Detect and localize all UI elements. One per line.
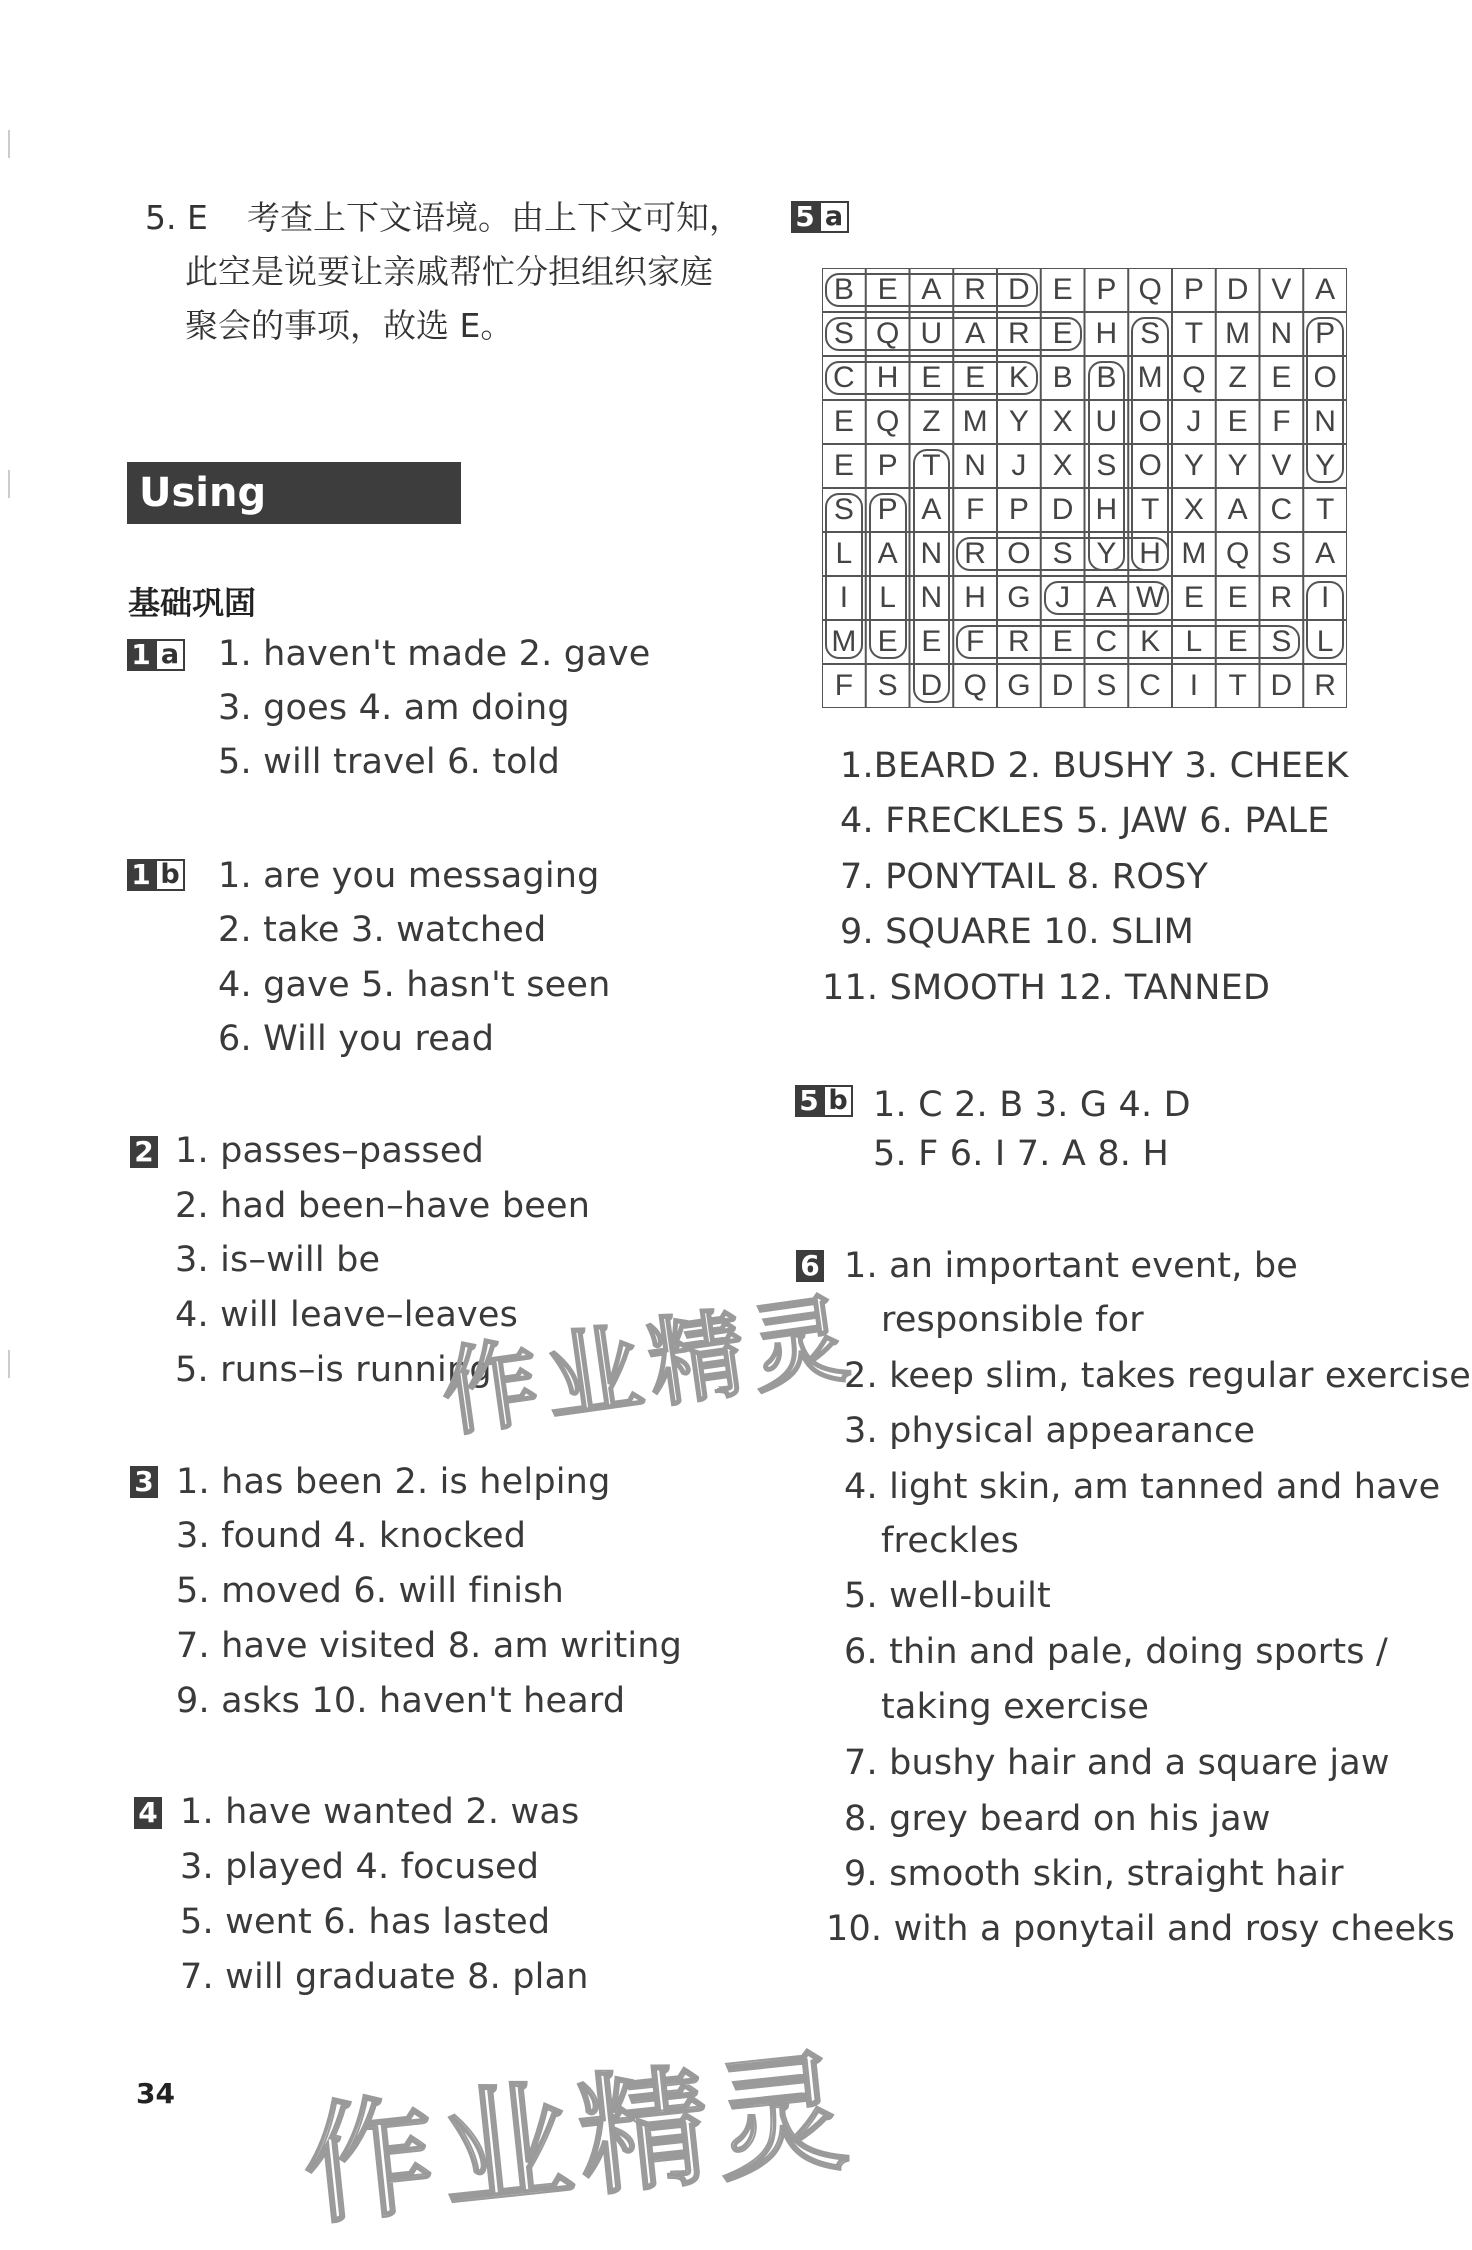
grid-letter: J xyxy=(1186,405,1202,438)
word-list-row: 7. PONYTAIL 8. ROSY xyxy=(840,857,1209,897)
subheading: 基础巩固 xyxy=(128,584,257,622)
grid-letter: E xyxy=(1052,625,1073,658)
grid-letter: H xyxy=(1095,493,1118,526)
grid-letter: E xyxy=(833,405,854,438)
grid-letter: R xyxy=(1314,669,1336,702)
answer-row: freckles xyxy=(881,1521,1020,1561)
grid-letter: Z xyxy=(1228,361,1247,394)
grid-letter: E xyxy=(1183,581,1204,614)
grid-letter: H xyxy=(876,361,899,394)
answer-row: 6. Will you read xyxy=(218,1019,495,1059)
answer-row: 2. keep slim, takes regular exercise xyxy=(844,1356,1471,1396)
edge-mark xyxy=(8,1350,10,1378)
answer-row: 4. will leave–leaves xyxy=(175,1295,519,1335)
answer-row: 2. had been–have been xyxy=(175,1186,591,1226)
grid-letter: J xyxy=(1011,449,1027,482)
grid-letter: L xyxy=(1316,625,1334,658)
grid-letter: U xyxy=(1095,405,1118,438)
grid-letter: Y xyxy=(1096,537,1117,570)
grid-letter: M xyxy=(1225,317,1251,350)
grid-letter: O xyxy=(1007,537,1031,570)
grid-letter: H xyxy=(964,581,986,614)
grid-letter: W xyxy=(1135,581,1165,614)
grid-letter: I xyxy=(1320,581,1330,614)
edge-mark xyxy=(8,470,10,498)
grid-letter: S xyxy=(1096,669,1117,702)
grid-letter: D xyxy=(1051,669,1074,702)
grid-letter: L xyxy=(1185,625,1203,658)
exercise-badge-5a: 5 a xyxy=(791,201,849,233)
grid-letter: B xyxy=(1096,361,1117,394)
exercise-badge-1a: 1 a xyxy=(127,639,185,671)
grid-letter: P xyxy=(877,449,898,482)
exercise-badge-3: 3 xyxy=(130,1466,158,1498)
grid-letter: D xyxy=(1051,493,1074,526)
grid-letter: A xyxy=(1096,581,1117,614)
grid-letter: A xyxy=(921,493,942,526)
answer-row: 1. an important event, be xyxy=(844,1246,1299,1286)
edge-mark xyxy=(8,130,10,158)
grid-letter: M xyxy=(1181,537,1207,570)
grid-letter: J xyxy=(1055,581,1071,614)
answer-row: 5. will travel 6. told xyxy=(218,742,561,782)
word-list-row: 11. SMOOTH 12. TANNED xyxy=(822,968,1271,1008)
answer-row: 3. physical appearance xyxy=(844,1411,1256,1451)
grid-letter: E xyxy=(1052,317,1073,350)
grid-letter: C xyxy=(1139,669,1161,702)
grid-letter: Q xyxy=(875,405,900,438)
grid-letter: H xyxy=(1095,317,1118,350)
answer-row: 1. have wanted 2. was xyxy=(180,1792,580,1832)
answer-row: 7. have visited 8. am writing xyxy=(176,1626,683,1666)
grid-letter: A xyxy=(1315,273,1336,306)
grid-letter: Q xyxy=(1182,361,1206,394)
answer-row: 3. found 4. knocked xyxy=(176,1516,527,1556)
grid-letter: D xyxy=(1008,273,1030,306)
grid-letter: G xyxy=(1007,581,1031,614)
note-line: 考查上下文语境。由上下文可知， xyxy=(247,198,742,237)
grid-letter: O xyxy=(1138,449,1162,482)
grid-letter: S xyxy=(1271,537,1292,570)
grid-letter: P xyxy=(877,493,898,526)
word-search-grid xyxy=(822,268,1347,708)
answer-row: 3. goes 4. am doing xyxy=(218,688,570,728)
grid-letter: F xyxy=(965,625,985,658)
exercise-badge-6: 6 xyxy=(796,1250,824,1282)
grid-letter: G xyxy=(1007,669,1031,702)
grid-letter: T xyxy=(1184,317,1204,350)
grid-letter: P xyxy=(1008,493,1029,526)
page-number: 34 xyxy=(136,2077,175,2110)
grid-letter: S xyxy=(1140,317,1161,350)
grid-letter: R xyxy=(1270,581,1293,614)
answer-row: 4. gave 5. hasn't seen xyxy=(218,965,611,1005)
grid-letter: M xyxy=(962,405,988,438)
answer-row: 9. asks 10. haven't heard xyxy=(176,1681,626,1721)
grid-letter: Y xyxy=(1227,449,1248,482)
answer-row: 5. well-built xyxy=(844,1576,1051,1616)
grid-letter: V xyxy=(1271,273,1292,306)
grid-letter: T xyxy=(922,449,941,482)
grid-letter: R xyxy=(1008,317,1030,350)
grid-letter: B xyxy=(1052,361,1073,394)
grid-letter: I xyxy=(1189,669,1199,702)
grid-letter: P xyxy=(1315,317,1336,350)
grid-letter: E xyxy=(1227,581,1248,614)
exercise-badge-2: 2 xyxy=(130,1136,158,1168)
grid-letter: O xyxy=(1138,405,1162,438)
grid-letter: N xyxy=(1270,317,1293,350)
grid-letter: Y xyxy=(1008,405,1029,438)
grid-letter: Q xyxy=(963,669,987,702)
grid-letter: T xyxy=(1315,493,1335,526)
word-list-row: 9. SQUARE 10. SLIM xyxy=(840,912,1195,952)
watermark: 作业精灵 xyxy=(435,1281,863,1451)
grid-letter: Y xyxy=(1183,449,1204,482)
grid-letter: X xyxy=(1052,449,1073,482)
grid-letter: P xyxy=(1183,273,1204,306)
grid-letter: K xyxy=(1140,625,1161,658)
answer-row: 7. will graduate 8. plan xyxy=(180,1957,589,1997)
exercise-badge-5b: 5 b xyxy=(795,1085,853,1117)
grid-letter: F xyxy=(965,493,985,526)
grid-letter: E xyxy=(1227,625,1248,658)
answer-row: 5. moved 6. will finish xyxy=(176,1571,565,1611)
answer-row: 4. light skin, am tanned and have xyxy=(844,1467,1441,1507)
grid-letter: N xyxy=(920,537,943,570)
grid-letter: A xyxy=(921,273,942,306)
grid-letter: E xyxy=(1227,405,1248,438)
grid-letter: A xyxy=(1315,537,1336,570)
grid-letter: D xyxy=(1270,669,1293,702)
answer-row: 7. bushy hair and a square jaw xyxy=(844,1743,1390,1783)
grid-letter: I xyxy=(839,581,849,614)
grid-letter: E xyxy=(833,449,854,482)
grid-letter: N xyxy=(920,581,943,614)
grid-letter: P xyxy=(1096,273,1117,306)
grid-letter: E xyxy=(877,273,898,306)
grid-letter: K xyxy=(1008,361,1029,394)
grid-letter: C xyxy=(833,361,855,394)
grid-letter: C xyxy=(1095,625,1118,658)
grid-letter: O xyxy=(1313,361,1337,394)
answer-row: 6. thin and pale, doing sports / xyxy=(844,1632,1389,1672)
grid-letter: R xyxy=(1008,625,1030,658)
grid-letter: D xyxy=(1226,273,1249,306)
grid-letter: T xyxy=(1140,493,1160,526)
grid-letter: A xyxy=(877,537,898,570)
grid-letter: A xyxy=(965,317,986,350)
grid-letter: E xyxy=(921,625,942,658)
grid-letter: V xyxy=(1271,449,1292,482)
grid-letter: X xyxy=(1052,405,1073,438)
section-title: Using language xyxy=(127,462,461,524)
grid-letter: D xyxy=(920,669,943,702)
answer-row: 1. C 2. B 3. G 4. D xyxy=(873,1085,1191,1125)
answer-row: 5. F 6. I 7. A 8. H xyxy=(873,1134,1169,1174)
grid-letter: M xyxy=(1137,361,1163,394)
grid-letter: N xyxy=(964,449,986,482)
word-list-row: 4. FRECKLES 5. JAW 6. PALE xyxy=(840,801,1330,841)
grid-letter: H xyxy=(1139,537,1161,570)
grid-letter: R xyxy=(964,273,986,306)
grid-letter: C xyxy=(1270,493,1293,526)
grid-letter: Y xyxy=(1315,449,1336,482)
grid-letter: N xyxy=(1314,405,1336,438)
word-list-row: 1.BEARD 2. BUSHY 3. CHEEK xyxy=(840,746,1349,786)
grid-letter: Q xyxy=(1138,273,1162,306)
exercise-badge-1b: 1 b xyxy=(127,859,185,891)
answer-row: 8. grey beard on his jaw xyxy=(844,1799,1271,1839)
note-line: 此空是说要让亲戚帮忙分担组织家庭 xyxy=(185,252,713,291)
answer-row: 1. has been 2. is helping xyxy=(176,1462,611,1502)
grid-letter: B xyxy=(833,273,854,306)
answer-row: 1. passes–passed xyxy=(175,1131,485,1171)
grid-letter: A xyxy=(1227,493,1248,526)
grid-letter: E xyxy=(1271,361,1292,394)
answer-row: responsible for xyxy=(881,1300,1144,1340)
grid-letter: Q xyxy=(875,317,900,350)
grid-letter: F xyxy=(834,669,854,702)
note-number: 5. E xyxy=(145,198,208,237)
grid-letter: S xyxy=(877,669,898,702)
grid-letter: L xyxy=(835,537,853,570)
answer-row: 5. went 6. has lasted xyxy=(180,1902,551,1942)
grid-letter: S xyxy=(833,317,854,350)
watermark: 作业精灵 xyxy=(296,2034,862,2244)
grid-letter: L xyxy=(879,581,896,614)
answer-row: 1. haven't made 2. gave xyxy=(218,634,651,674)
answer-row: 10. with a ponytail and rosy cheeks xyxy=(826,1909,1456,1949)
answer-row: 2. take 3. watched xyxy=(218,910,547,950)
grid-letter: Z xyxy=(922,405,941,438)
answer-row: taking exercise xyxy=(881,1687,1150,1727)
answer-row: 1. are you messaging xyxy=(218,856,600,896)
grid-letter: E xyxy=(877,625,898,658)
answer-row: 3. is–will be xyxy=(175,1240,381,1280)
grid-letter: E xyxy=(921,361,942,394)
answer-row: 9. smooth skin, straight hair xyxy=(844,1854,1344,1894)
grid-letter: T xyxy=(1228,669,1247,702)
answer-row: 3. played 4. focused xyxy=(180,1847,540,1887)
grid-letter: S xyxy=(1271,625,1292,658)
grid-letter: S xyxy=(1096,449,1117,482)
grid-letter: X xyxy=(1183,493,1204,526)
grid-letter: R xyxy=(964,537,986,570)
exercise-badge-4: 4 xyxy=(134,1797,162,1829)
answer-row: 5. runs–is running xyxy=(175,1350,492,1390)
note-line: 聚会的事项，故选 E。 xyxy=(185,306,514,345)
grid-letter: U xyxy=(920,317,943,350)
grid-letter: S xyxy=(1052,537,1073,570)
grid-letter: Q xyxy=(1225,537,1250,570)
grid-letter: F xyxy=(1272,405,1291,438)
grid-letter: E xyxy=(1052,273,1073,306)
grid-letter: E xyxy=(965,361,986,394)
grid-letter: M xyxy=(831,625,857,658)
grid-letter: S xyxy=(833,493,854,526)
